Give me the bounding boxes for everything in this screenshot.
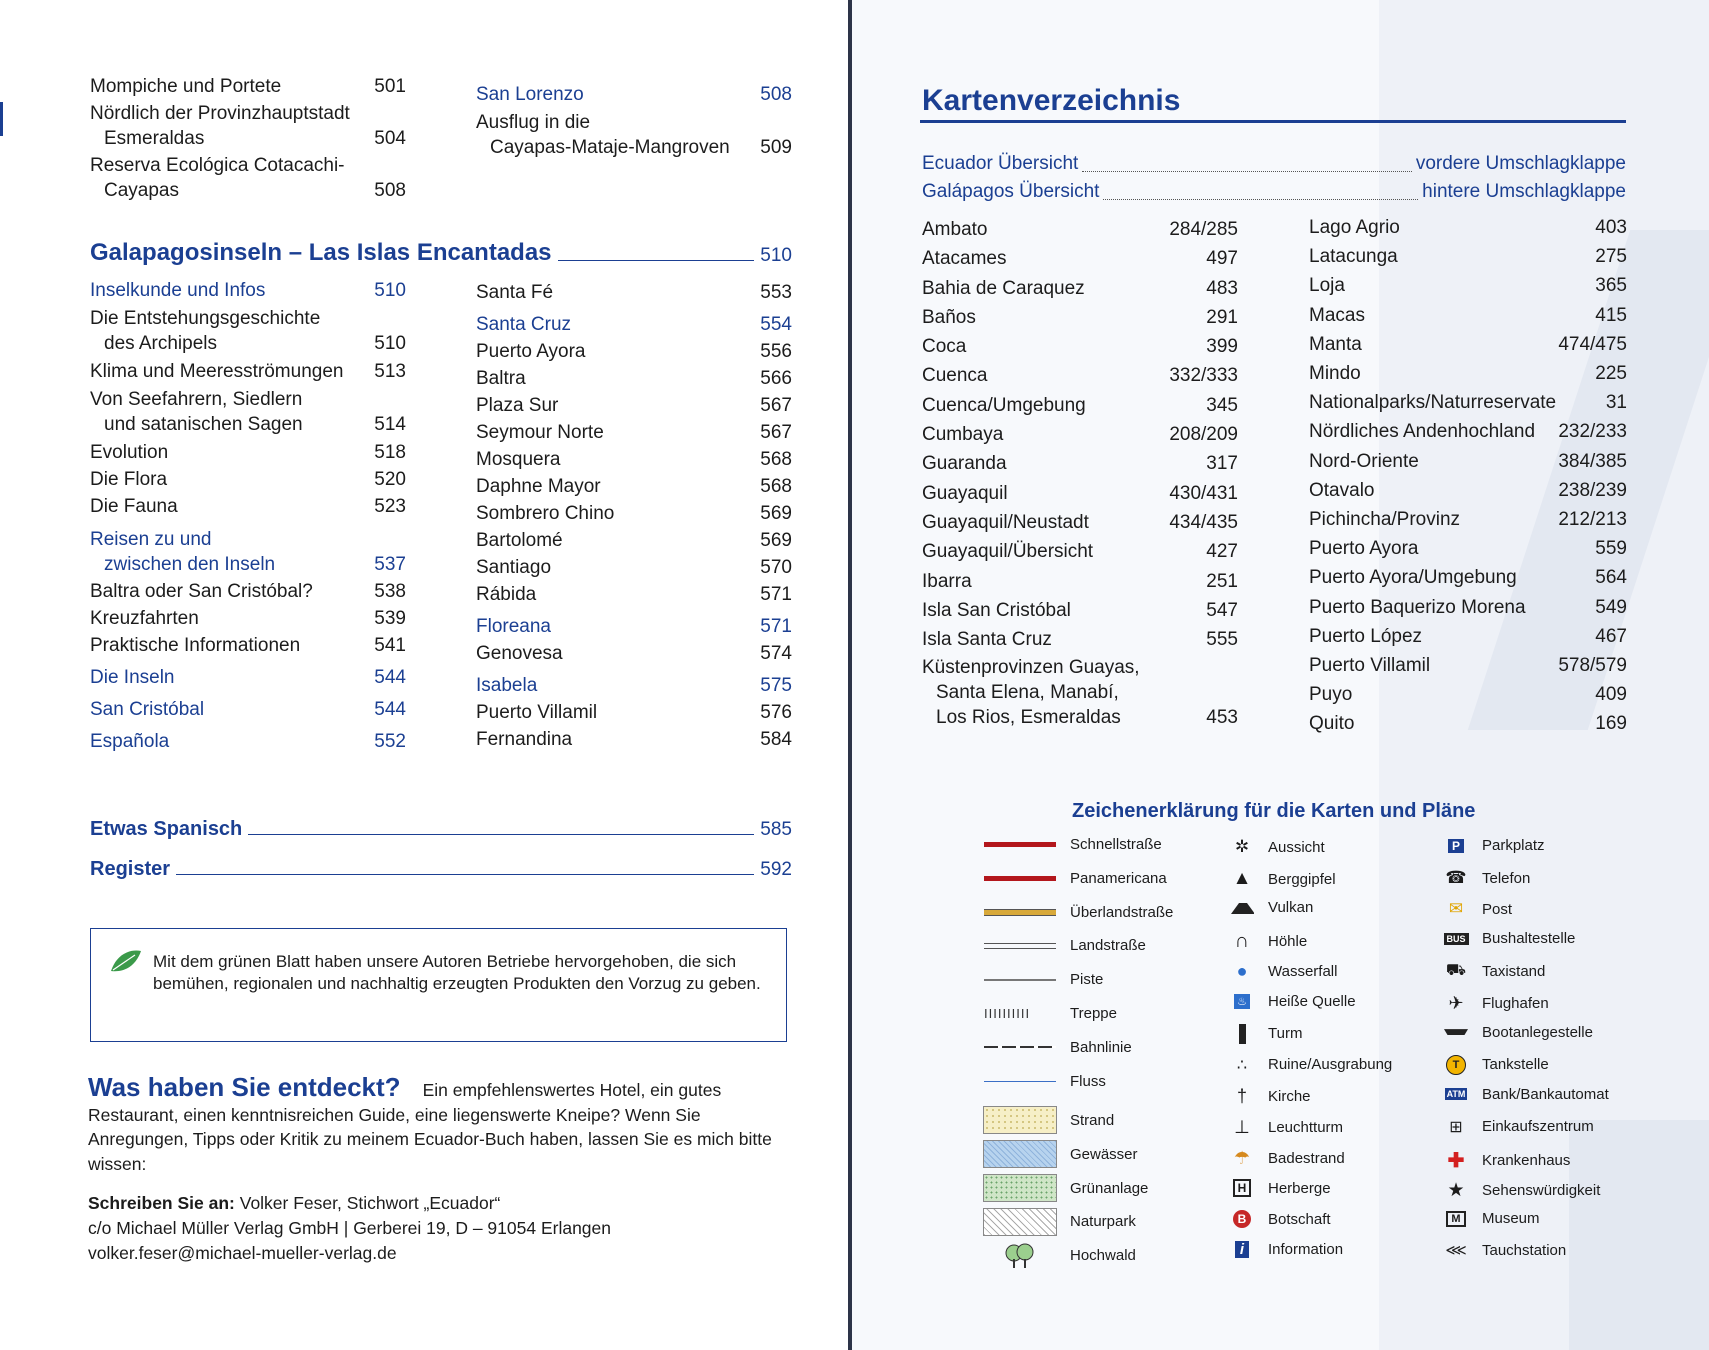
- map-entry[interactable]: Pichincha/Provinz 212/213: [1309, 509, 1627, 531]
- parking-icon: P: [1444, 839, 1468, 853]
- legend-line-item: Panamericana: [982, 870, 1167, 887]
- green-leaf-icon: [109, 947, 143, 975]
- right-page: [852, 0, 1709, 1350]
- shopping-icon: ⊞: [1449, 1118, 1463, 1136]
- legend-line-item: Grünanlage: [982, 1174, 1148, 1202]
- map-entry[interactable]: Bahia de Caraquez 483: [922, 277, 1238, 299]
- overview-entry[interactable]: Galápagos Übersicht hintere Umschlagklappe: [922, 181, 1626, 202]
- spanish-entry[interactable]: Etwas Spanisch 585: [90, 818, 792, 840]
- toc-entry[interactable]: Rábida 571: [476, 584, 792, 605]
- legend-line-symbol: IIIIIIIIII: [984, 1005, 1031, 1021]
- fuel-station-icon: T: [1444, 1055, 1468, 1075]
- toc-entry[interactable]: Die Entstehungsgeschichte des Archipels 510: [90, 308, 406, 354]
- post-icon: ✉: [1448, 899, 1464, 919]
- map-entry[interactable]: Guaranda 317: [922, 453, 1238, 475]
- toc-top-col1: [90, 74, 406, 203]
- cave-icon: ∩: [1234, 930, 1250, 953]
- legend-icon-item: B Botschaft: [1230, 1210, 1331, 1228]
- toc-entry[interactable]: Santa Fé 553: [476, 282, 792, 303]
- beach-icon: ☂: [1233, 1148, 1251, 1168]
- title-rule: [920, 120, 1626, 123]
- legend-line-symbol: [982, 1242, 1058, 1270]
- hospital-icon: ✚: [1447, 1150, 1465, 1172]
- legend-icon-item: ▲ Berggipfel: [1230, 868, 1336, 890]
- information-icon: i: [1230, 1241, 1254, 1258]
- legend-icon-item: ✈ Flughafen: [1444, 993, 1549, 1014]
- legend-icon-item: ♨ Heiße Quelle: [1230, 993, 1356, 1010]
- map-entry[interactable]: Küstenprovinzen Guayas, Santa Elena, Manabí, Los Rios, Esmeraldas 453: [922, 657, 1238, 728]
- legend-icon-item: Bootanlegestelle: [1444, 1024, 1593, 1041]
- map-entry[interactable]: Macas 415: [1309, 304, 1627, 326]
- toc-top-col2: [476, 82, 792, 160]
- toc-entry[interactable]: Die Fauna 523: [90, 496, 406, 517]
- map-list-col2: [1309, 213, 1627, 739]
- toc-entry[interactable]: Nördlich der Provinzhauptstadt Esmeraldas 504: [90, 103, 406, 149]
- legend-title: Zeichenerklärung für die Karten und Pläne: [1072, 800, 1476, 822]
- toc-entry[interactable]: Plaza Sur 567: [476, 395, 792, 416]
- page-title: Kartenverzeichnis: [922, 84, 1181, 117]
- legend-line-item: Fluss: [982, 1073, 1106, 1090]
- map-entry[interactable]: Otavalo 238/239: [1309, 479, 1627, 501]
- legend-line-symbol: [982, 876, 1058, 881]
- map-list-col1: [922, 215, 1238, 654]
- map-entry[interactable]: Puerto Ayora/Umgebung 564: [1309, 567, 1627, 589]
- legend-line-item: Piste: [982, 971, 1103, 988]
- map-entry[interactable]: Lago Agrio 403: [1309, 217, 1627, 238]
- map-entry[interactable]: Baños 291: [922, 306, 1238, 328]
- legend-icon-item: ATM Bank/Bankautomat: [1444, 1086, 1609, 1103]
- legend-icon-item: ✲ Aussicht: [1230, 837, 1325, 857]
- map-entry[interactable]: Latacunga 275: [1309, 246, 1627, 268]
- map-entry[interactable]: Isla San Cristóbal 547: [922, 599, 1238, 621]
- toc-entry[interactable]: Puerto Villamil 576: [476, 702, 792, 723]
- taxi-icon: ⛟: [1445, 962, 1467, 980]
- left-page: [0, 0, 848, 1350]
- legend-icon-item: BUS Bushaltestelle: [1444, 930, 1575, 947]
- legend-icon-item: T Tankstelle: [1444, 1055, 1549, 1075]
- legend-line-item: Bahnlinie: [982, 1039, 1132, 1056]
- legend-line-item: Überlandstraße: [982, 904, 1173, 921]
- legend-icon-item: Turm: [1230, 1024, 1302, 1044]
- boat-dock-icon: [1444, 1029, 1468, 1035]
- toc-entry[interactable]: Die Flora 520: [90, 469, 406, 490]
- toc-entry[interactable]: Klima und Meeresströmungen 513: [90, 361, 406, 382]
- map-entry[interactable]: Puerto López 467: [1309, 625, 1627, 647]
- green-leaf-note: [90, 928, 787, 1042]
- toc-entry[interactable]: Daphne Mayor 568: [476, 476, 792, 497]
- toc-entry[interactable]: Von Seefahrern, Siedlern und satanischen Sagen 514: [90, 389, 406, 435]
- legend-icon-item: † Kirche: [1230, 1086, 1311, 1107]
- legend-line-item: IIIIIIIIII Treppe: [984, 1005, 1117, 1022]
- legend-icon-item: ⋘ Tauchstation: [1445, 1241, 1567, 1260]
- toc-entry[interactable]: San Lorenzo 508: [476, 84, 792, 105]
- peak-icon: ▲: [1232, 868, 1252, 890]
- toc-entry[interactable]: Floreana 571: [476, 616, 792, 637]
- toc-galapagos-col2: [476, 280, 792, 752]
- legend-line-symbol: [982, 1081, 1058, 1082]
- legend-icon-item: ⛟ Taxistand: [1445, 962, 1546, 980]
- map-entry[interactable]: Ambato 284/285: [922, 219, 1238, 240]
- map-entry[interactable]: Coca 399: [922, 336, 1238, 358]
- map-entry[interactable]: Puerto Baquerizo Morena 549: [1309, 596, 1627, 618]
- heading-rule: [558, 260, 755, 261]
- legend-line-symbol: [982, 1208, 1058, 1236]
- church-icon: †: [1236, 1085, 1247, 1106]
- watermark-shape: [1569, 1120, 1709, 1350]
- legend-icon-item: ⊞ Einkaufszentrum: [1444, 1117, 1594, 1137]
- dive-icon: ⋘: [1445, 1242, 1467, 1260]
- overview-entry[interactable]: Ecuador Übersicht vordere Umschlagklappe: [922, 153, 1626, 174]
- toc-galapagos-col1: [90, 278, 406, 754]
- map-entry[interactable]: Isla Santa Cruz 555: [922, 629, 1238, 651]
- entry-rule: [248, 834, 754, 835]
- legend-icon-item: Vulkan: [1230, 899, 1313, 916]
- toc-entry[interactable]: Seymour Norte 567: [476, 422, 792, 443]
- tower-icon: [1230, 1024, 1254, 1044]
- map-entry[interactable]: Loja 365: [1309, 275, 1627, 297]
- legend-icon-item: ∩ Höhle: [1230, 930, 1307, 953]
- toc-entry[interactable]: Baltra 566: [476, 368, 792, 389]
- legend-line-symbol: [982, 1106, 1058, 1134]
- legend-icon-item: ☂ Badestrand: [1230, 1148, 1345, 1169]
- toc-entry[interactable]: Mompiche und Portete 501: [90, 76, 406, 97]
- ruin-icon: ∴: [1236, 1056, 1248, 1074]
- toc-entry[interactable]: San Cristóbal 544: [90, 699, 406, 720]
- toc-entry[interactable]: Inselkunde und Infos 510: [90, 280, 406, 301]
- map-entry[interactable]: Guayaquil 430/431: [922, 482, 1238, 504]
- toc-entry[interactable]: Reserva Ecológica Cotacachi- Cayapas 508: [90, 155, 406, 201]
- map-entry[interactable]: Mindo 225: [1309, 363, 1627, 385]
- toc-entry[interactable]: Kreuzfahrten 539: [90, 608, 406, 629]
- toc-entry[interactable]: Santa Cruz 554: [476, 314, 792, 335]
- toc-entry[interactable]: Sombrero Chino 569: [476, 503, 792, 524]
- entry-rule: [176, 874, 754, 875]
- toc-entry[interactable]: Baltra oder San Cristóbal? 538: [90, 581, 406, 602]
- legend-icon-item: ☎ Telefon: [1445, 868, 1531, 888]
- map-entry[interactable]: Manta 474/475: [1309, 333, 1627, 355]
- map-entry[interactable]: Cuenca/Umgebung 345: [922, 394, 1238, 416]
- toc-entry[interactable]: Isabela 575: [476, 675, 792, 696]
- legend-icon-item: i Information: [1230, 1241, 1343, 1258]
- galapagos-heading[interactable]: Galapagosinseln – Las Islas Encantadas 510: [90, 239, 792, 266]
- map-entry[interactable]: Nationalparks/Naturreservate 31: [1309, 392, 1627, 414]
- legend-line-symbol: [982, 1046, 1058, 1048]
- map-entry[interactable]: Cumbaya 208/209: [922, 424, 1238, 446]
- waterfall-icon: ●: [1236, 961, 1248, 982]
- museum-icon: M: [1444, 1211, 1468, 1227]
- toc-entry[interactable]: Genovesa 574: [476, 643, 792, 664]
- toc-entry[interactable]: Puerto Ayora 556: [476, 341, 792, 362]
- map-entry[interactable]: Quito 169: [1309, 713, 1627, 735]
- hostel-icon: H: [1230, 1179, 1254, 1197]
- legend-icon-item: H Herberge: [1230, 1179, 1331, 1197]
- feedback-section: [88, 1072, 790, 1176]
- toc-entry[interactable]: Evolution 518: [90, 442, 406, 463]
- view-icon: ✲: [1234, 837, 1250, 856]
- legend-line-item: Landstraße: [982, 937, 1146, 954]
- legend-icon-item: ● Wasserfall: [1230, 961, 1337, 982]
- legend-line-symbol: [982, 979, 1058, 981]
- feedback-title: Was haben Sie entdeckt?: [88, 1072, 401, 1102]
- toc-entry[interactable]: Mosquera 568: [476, 449, 792, 470]
- embassy-icon: B: [1230, 1210, 1254, 1228]
- toc-entry[interactable]: Santiago 570: [476, 557, 792, 578]
- map-entry[interactable]: Guayaquil/Neustadt 434/435: [922, 511, 1238, 533]
- map-entry[interactable]: Cuenca 332/333: [922, 365, 1238, 387]
- legend-line-symbol: [982, 1174, 1058, 1202]
- legend-line-item: Hochwald: [982, 1242, 1136, 1270]
- map-entry[interactable]: Guayaquil/Übersicht 427: [922, 541, 1238, 563]
- toc-entry[interactable]: Die Inseln 544: [90, 667, 406, 688]
- legend-line-symbol: [982, 943, 1058, 949]
- legend-line-item: Gewässer: [982, 1140, 1138, 1168]
- green-note-text: Mit dem grünen Blatt haben unsere Autoren Betriebe hervorgehoben, die sich bemühen, regionalen und nachhaltig erzeugten Produkten den Vorzug zu geben.: [153, 952, 761, 993]
- legend-icon-item: ∴ Ruine/Ausgrabung: [1230, 1055, 1392, 1075]
- legend-icon-item: ⊥ Leuchtturm: [1230, 1117, 1343, 1138]
- map-entry[interactable]: Puyo 409: [1309, 684, 1627, 706]
- legend-icon-item: M Museum: [1444, 1210, 1540, 1227]
- legend-icon-item: P Parkplatz: [1444, 837, 1545, 854]
- toc-entry[interactable]: Praktische Informationen 541: [90, 635, 406, 656]
- toc-entry[interactable]: Reisen zu und zwischen den Inseln 537: [90, 529, 406, 575]
- toc-entry[interactable]: Española 552: [90, 731, 406, 752]
- telephone-icon: ☎: [1445, 868, 1467, 888]
- bank-atm-icon: ATM: [1446, 1089, 1466, 1100]
- map-entry[interactable]: Atacames 497: [922, 248, 1238, 270]
- legend-line-symbol: [982, 1140, 1058, 1168]
- legend-line-symbol: [982, 909, 1058, 916]
- map-entry[interactable]: Nord-Oriente 384/385: [1309, 450, 1627, 472]
- toc-entry[interactable]: Ausflug in die Cayapas-Mataje-Mangroven 509: [476, 112, 792, 158]
- contact-block: Schreiben Sie an: Volker Feser, Stichwort „Ecuador“ c/o Michael Müller Verlag GmbH | Gerberei 19, D – 91054 Erlangen volker.feser@michael-mueller-verlag.de: [88, 1191, 790, 1266]
- legend-line-item: Strand: [982, 1106, 1114, 1134]
- toc-entry[interactable]: Bartolomé 569: [476, 530, 792, 551]
- lighthouse-icon: ⊥: [1234, 1116, 1250, 1137]
- map-entry[interactable]: Puerto Ayora 559: [1309, 538, 1627, 560]
- overview-maps: [922, 150, 1626, 206]
- register-entry[interactable]: Register 592: [90, 858, 792, 880]
- legend-icon-item: ✉ Post: [1444, 899, 1512, 919]
- page-edge-marker: [0, 102, 3, 136]
- legend-line-item: Schnellstraße: [982, 836, 1162, 853]
- legend-line-item: Naturpark: [982, 1208, 1136, 1236]
- legend-line-symbol: [982, 842, 1058, 847]
- email-link[interactable]: volker.feser@michael-mueller-verlag.de: [88, 1243, 397, 1263]
- bus-stop-icon: BUS: [1444, 933, 1468, 945]
- feedback-text: Ein empfehlenswertes Hotel, ein gutes Restaurant, einen kenntnisreichen Guide, eine liegenswerte Kneipe? Wenn Sie Anregungen, Tipps oder Kritik zu meinem Ecuador-Buch haben, lassen Sie es mich bitte wissen:: [88, 1080, 772, 1174]
- airport-icon: ✈: [1448, 992, 1464, 1013]
- toc-entry[interactable]: Fernandina 584: [476, 729, 792, 750]
- map-entry[interactable]: Nördliches Andenhochland 232/233: [1309, 421, 1627, 443]
- map-entry[interactable]: Puerto Villamil 578/579: [1309, 655, 1627, 677]
- hot-spring-icon: ♨: [1230, 994, 1254, 1009]
- map-entry[interactable]: Ibarra 251: [922, 570, 1238, 592]
- sight-icon: ★: [1447, 1180, 1465, 1202]
- postal-address: c/o Michael Müller Verlag GmbH | Gerberei 19, D – 91054 Erlangen: [88, 1218, 612, 1238]
- legend-icon-item: ✚ Krankenhaus: [1444, 1148, 1570, 1173]
- legend-icon-item: ★ Sehenswürdigkeit: [1444, 1179, 1600, 1202]
- volcano-icon: [1230, 901, 1254, 915]
